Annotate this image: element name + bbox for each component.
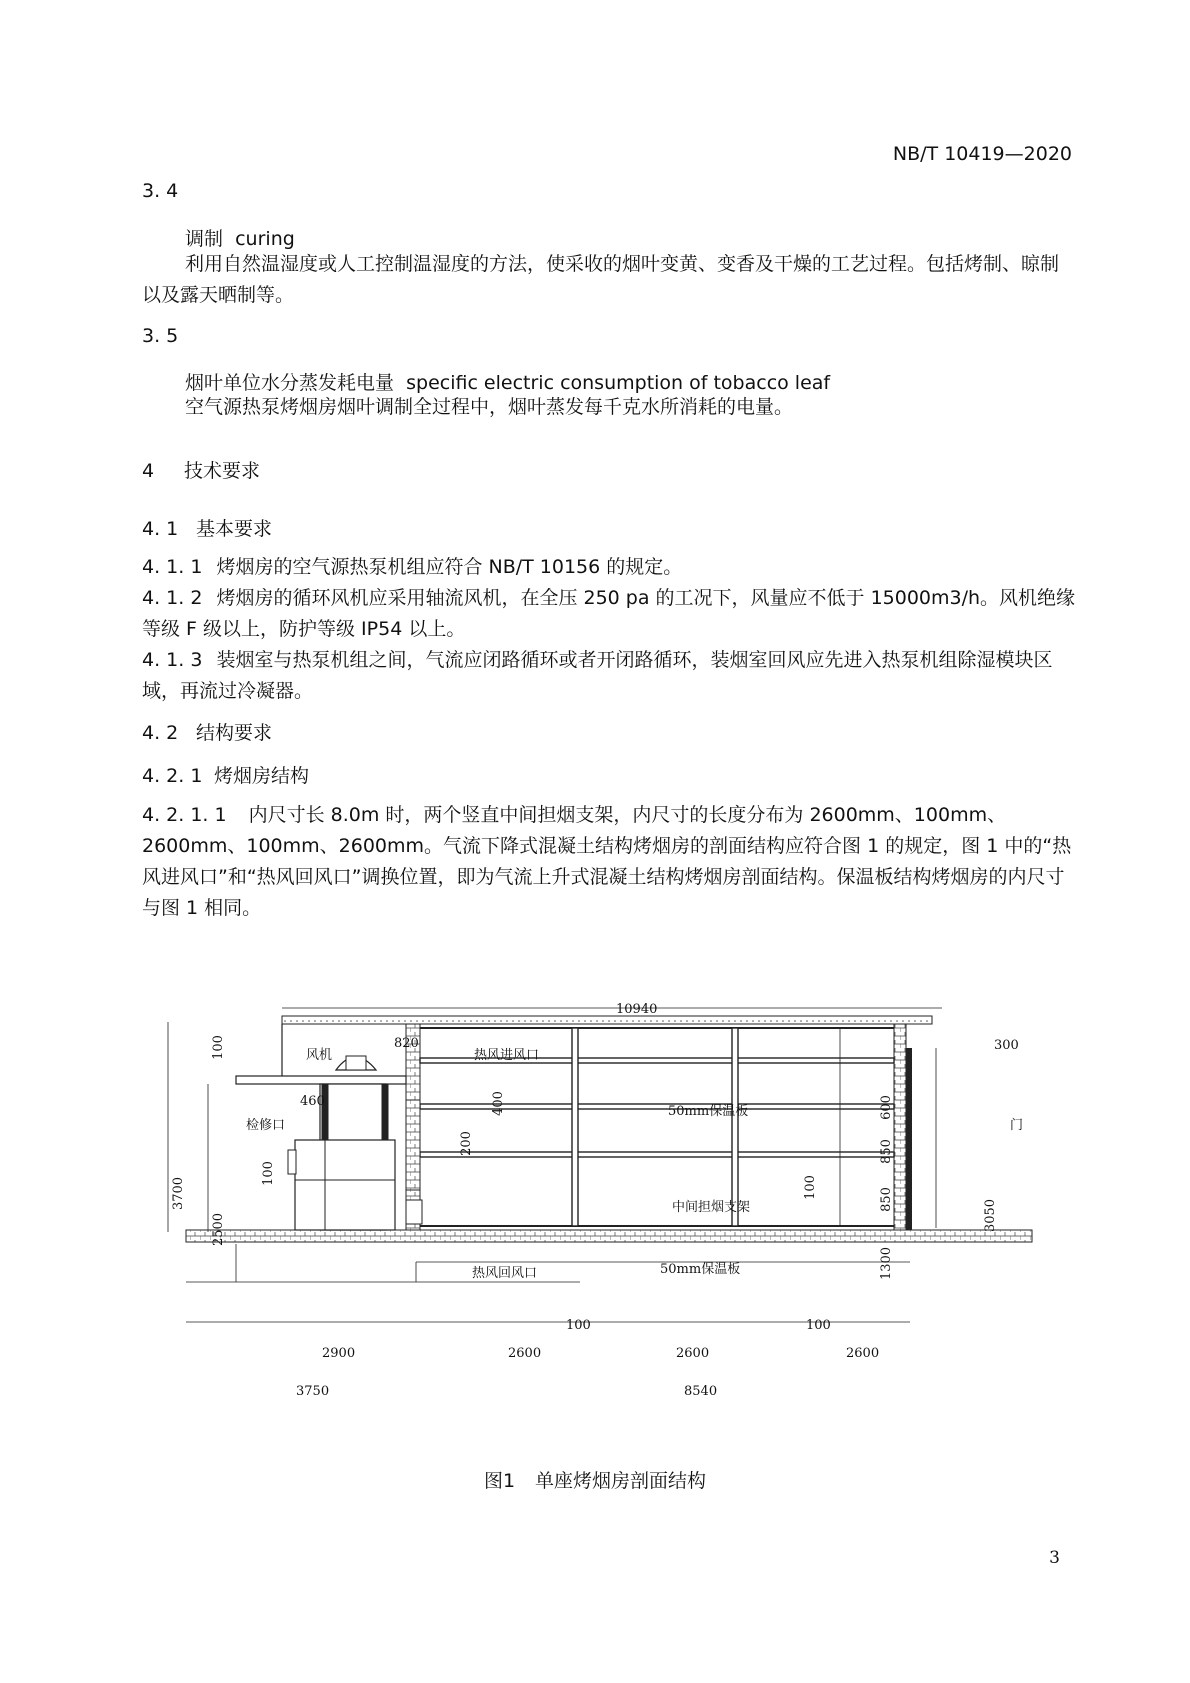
- term-definition: 空气源热泵烤烟房烟叶调制全过程中，烟叶蒸发每千克水所消耗的电量。: [185, 396, 794, 418]
- dim-400: 400: [490, 1091, 506, 1116]
- subsection-heading: 4. 2 结构要求: [142, 722, 273, 744]
- term-zh: 烟叶单位水分蒸发耗电量: [185, 372, 395, 394]
- label-fan: 风机: [306, 1048, 333, 1063]
- term-number: 3. 5: [142, 325, 179, 347]
- dim-3700: 3700: [171, 1176, 187, 1211]
- dim-600: 600: [878, 1095, 894, 1120]
- dim-850-b: 850: [878, 1187, 894, 1212]
- section-heading: 4 技术要求: [142, 460, 261, 482]
- dim-bottom-2600-c: 2600: [846, 1346, 880, 1361]
- dim-3050: 3050: [983, 1198, 999, 1233]
- dim-bottom-100-b: 100: [806, 1318, 831, 1333]
- dim-100-mid: 100: [802, 1175, 818, 1200]
- clause-4-2-1-1: 4. 2. 1. 1 内尺寸长 8.0m 时，两个竖直中间担烟支架，内尺寸的长度分布为 2600mm、100mm、2600mm、100mm、2600mm。气流下降式混凝土结构烤烟房的剖面结构应符合图 1 的规定，图 1 中的“热风进风口”和“热风回风口”调换位置，即为气流上升式混凝土结构烤烟房剖面结构。保温板结构烤烟房的内尺寸与图 1 相同。: [142, 804, 1072, 919]
- subsubsection-heading: 4. 2. 1 烤烟房结构: [142, 765, 310, 787]
- dim-850-a: 850: [878, 1139, 894, 1164]
- page-number: 3: [1049, 1548, 1060, 1568]
- label-access-port: 检修口: [246, 1118, 286, 1133]
- dim-bottom-2900: 2900: [322, 1346, 356, 1361]
- dim-bottom-2600-b: 2600: [676, 1346, 710, 1361]
- clause-4-1-1: 4. 1. 1 烤烟房的空气源热泵机组应符合 NB/T 10156 的规定。: [142, 556, 683, 578]
- dim-100-left: 100: [260, 1161, 276, 1186]
- dim-2500: 2500: [211, 1212, 227, 1247]
- dim-bottom-8540: 8540: [684, 1384, 718, 1399]
- label-hot-air-inlet: 热风进风口: [474, 1048, 540, 1063]
- term-en: curing: [235, 228, 295, 250]
- dim-total-length: 10940: [616, 1002, 658, 1017]
- term-definition: 利用自然温湿度或人工控制温湿度的方法，使采收的烟叶变黄、变香及干燥的工艺过程。包括烤制、晾制以及露天晒制等。: [142, 253, 1060, 306]
- dim-bottom-3750: 3750: [296, 1384, 330, 1399]
- dim-460: 460: [300, 1094, 325, 1109]
- label-insulation-top: 50mm保温板: [668, 1104, 749, 1119]
- term-number: 3. 4: [142, 180, 179, 202]
- label-middle-support: 中间担烟支架: [672, 1200, 751, 1215]
- term-zh: 调制: [185, 228, 224, 250]
- dim-bottom-100-a: 100: [566, 1318, 591, 1333]
- dim-200: 200: [458, 1131, 474, 1156]
- dim-bottom-2600-a: 2600: [508, 1346, 542, 1361]
- label-hot-air-return: 热风回风口: [472, 1266, 538, 1281]
- label-door: 门: [1010, 1118, 1024, 1133]
- dim-300: 300: [994, 1038, 1019, 1053]
- dim-820: 820: [394, 1036, 419, 1051]
- figure-caption: 图1 单座烤烟房剖面结构: [483, 1470, 707, 1492]
- standard-number: NB/T 10419—2020: [892, 143, 1072, 165]
- term-en: specific electric consumption of tobacco leaf: [406, 372, 831, 394]
- dim-1300: 1300: [879, 1246, 895, 1281]
- clause-4-1-2: 4. 1. 2 烤烟房的循环风机应采用轴流风机，在全压 250 pa 的工况下，风量应不低于 15000m3/h。风机绝缘等级 F 级以上，防护等级 IP54 以上。: [142, 587, 1076, 640]
- dim-100-top: 100: [210, 1035, 226, 1060]
- subsection-heading: 4. 1 基本要求: [142, 518, 273, 540]
- clause-4-1-3: 4. 1. 3 装烟室与热泵机组之间，气流应闭路循环或者开闭路循环，装烟室回风应先进入热泵机组除湿模块区域，再流过冷凝器。: [142, 649, 1053, 702]
- label-insulation-bottom: 50mm保温板: [660, 1262, 741, 1277]
